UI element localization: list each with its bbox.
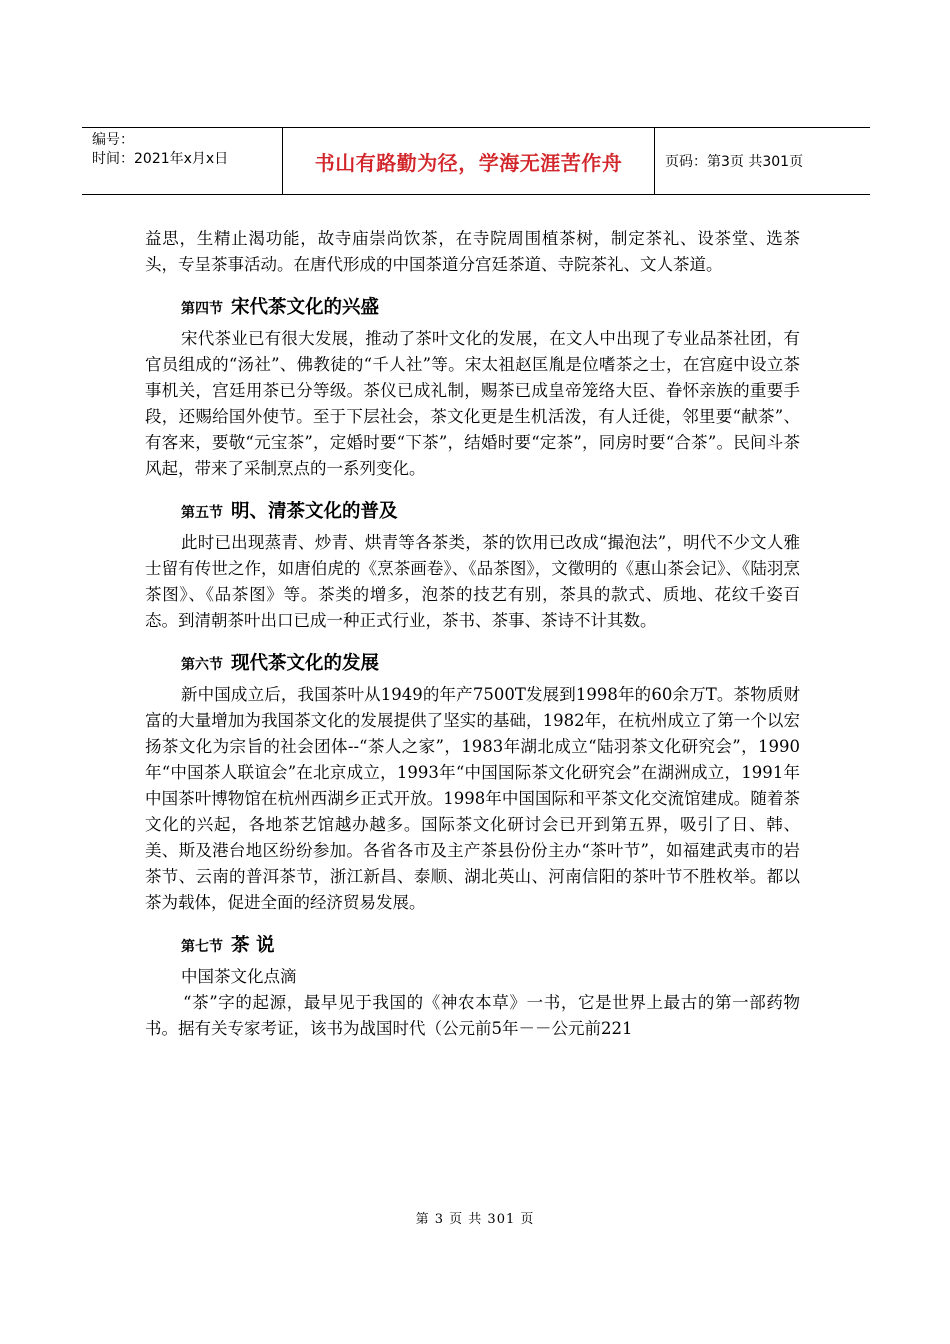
paragraph: 宋代茶业已有很大发展，推动了茶叶文化的发展，在文人中出现了专业品茶社团，有官员组成的“汤社”、佛教徒的“千人社”等。宋太祖赵匡胤是位嗜茶之士，在宫庭中设立茶事机关，宫廷用茶已分等级。茶仪已成礼制，赐茶已成皇帝笼络大臣、眷怀亲族的重要手段，还赐给国外使节。至于下层社会，茶文化更是生机活泼，有人迁徙，邻里要“献茶”、有客来，要敬“元宝茶”，定婚时要“下茶”，结婚时要“定茶”，同房时要“合茶”。民间斗茶风起，带来了采制烹点的一系列变化。 [145, 329, 800, 478]
section-title: 茶 说 [231, 935, 275, 956]
section-title: 宋代茶文化的兴盛 [231, 297, 380, 318]
paragraph: 新中国成立后，我国茶叶从1949的年产7500T发展到1998年的60余万T。茶物质财富的大量增加为我国茶文化的发展提供了坚实的基础，1982年，在杭州成立了第一个以宏扬茶文化为宗旨的社会团体--“茶人之家”，1983年湖北成立“陆羽茶文化研究会”，1990年“中国茶人联谊会”在北京成立，1993年“中国国际茶文化研究会”在湖洲成立，1991年中国茶叶博物馆在杭州西湖乡正式开放。1998年中国国际和平茶文化交流馆建成。随着茶文化的兴起，各地茶艺馆越办越多。国际茶文化研讨会已开到第五界，吸引了日、韩、美、斯及港台地区纷纷参加。各省各市及主产茶县份份主办“茶叶节”，如福建武夷市的岩茶节、云南的普洱茶节，浙江新昌、泰顺、湖北英山、河南信阳的茶叶节不胜枚举。都以茶为载体，促进全面的经济贸易发展。 [145, 685, 800, 912]
header-page-label: 页码：第3页 共301页 [665, 154, 804, 170]
section-number: 第五节 [181, 505, 223, 521]
section-number: 第六节 [181, 657, 223, 673]
paragraph: 此时已出现蒸青、炒青、烘青等各茶类，茶的饮用已改成“撮泡法”，明代不少文人雅士留有传世之作，如唐伯虎的《烹茶画卷》、《品茶图》，文徵明的《惠山茶会记》、《陆羽烹茶图》、《品茶图》等。茶类的增多，泡茶的技艺有别，茶具的款式、质地、花纹千姿百态。到清朝茶叶出口已成一种正式行业，茶书、茶事、茶诗不计其数。 [145, 533, 800, 630]
section-heading [181, 290, 800, 326]
time-label: 时间：2021年x月x日 [92, 151, 229, 167]
document-body [145, 226, 800, 1042]
section-heading [181, 646, 800, 682]
section-title: 明、清茶文化的普及 [231, 501, 398, 522]
header-table [82, 127, 870, 195]
paragraph: 中国茶文化点滴 [181, 967, 297, 986]
section-heading [181, 494, 800, 530]
page-footer: 第 3 页 共 301 页 [415, 1212, 535, 1227]
number-label: 编号： [92, 132, 134, 148]
header-motto: 书山有路勤为径，学海无涯苦作舟 [282, 128, 655, 194]
header-meta [82, 128, 282, 194]
section-heading [181, 928, 800, 964]
section-number: 第七节 [181, 939, 223, 955]
continuation-paragraph: 益思，生精止渴功能，故寺庙崇尚饮茶，在寺院周围植茶树，制定茶礼、设茶堂、选茶头，专呈茶事活动。在唐代形成的中国茶道分宫廷茶道、寺院茶礼、文人茶道。 [145, 229, 800, 274]
paragraph: “茶”字的起源，最早见于我国的《神农本草》一书，它是世界上最古的第一部药物书。据有关专家考证，该书为战国时代（公元前5年－－公元前221 [145, 993, 800, 1038]
section-number: 第四节 [181, 301, 223, 317]
section-title: 现代茶文化的发展 [231, 653, 380, 674]
